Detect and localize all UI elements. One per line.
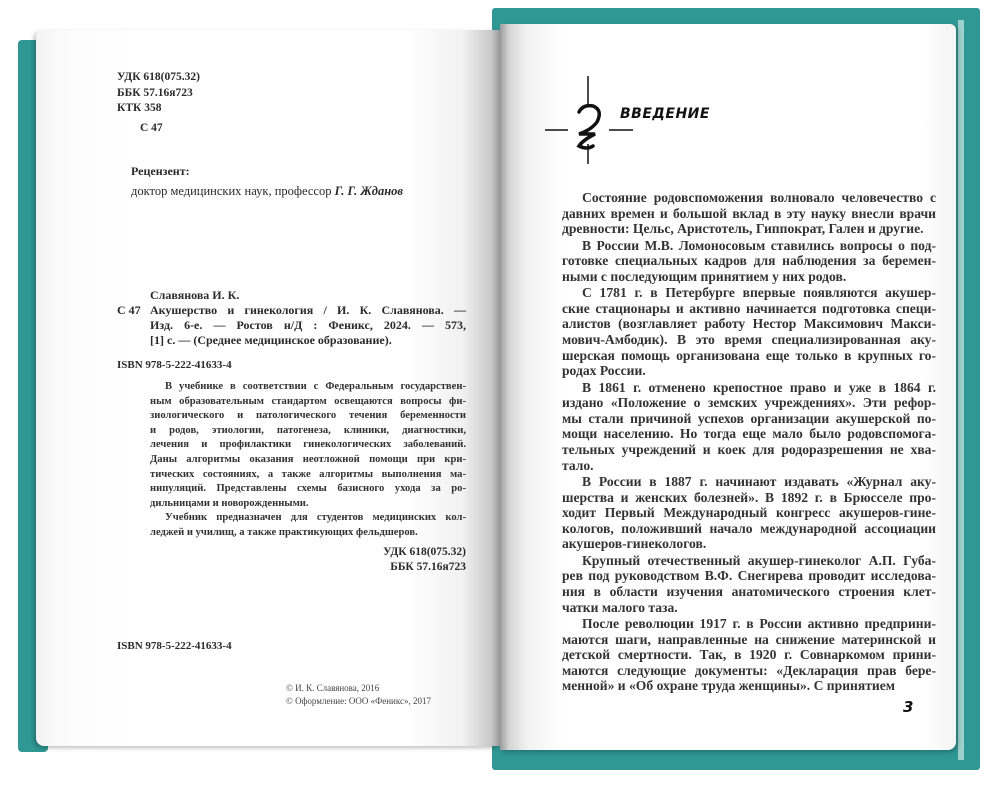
text-line: ным образовательным стандартом освещаются вопросы фи- <box>150 395 466 407</box>
text-line: родах России. <box>562 363 646 379</box>
text-line: В учебнике в соответствии с Федеральным государствен- <box>165 381 466 392</box>
text-line: рев под руководством В.Ф. Снегирева проводит исследова- <box>562 568 936 584</box>
text-line: Акушерство и гинекология / И. К. Славянова. — <box>150 303 466 317</box>
text-line: шерская помощь организована еще только в крупных го- <box>562 347 936 363</box>
bbk-code: ББК 57.16я723 <box>117 87 193 99</box>
reviewer-line <box>131 184 403 198</box>
reviewer-label: Рецензент: <box>131 164 190 178</box>
index-udk: УДК 618(075.32) <box>383 546 466 558</box>
text-line: тало. <box>562 457 594 473</box>
catalog-code: С 47 <box>117 303 141 317</box>
copyright-design: © Оформление: ООО «Феникс», 2017 <box>286 696 431 706</box>
text-line: шерства и женских болезней». В 1892 г. в Брюсселе про- <box>562 489 936 505</box>
udk-code: УДК 618(075.32) <box>117 71 200 83</box>
text-line: древности: Цельс, Аристотель, Гиппократ, Гален и другие. <box>562 221 924 237</box>
text-line: мощи населению. Но тогда еще мало было родовспомога- <box>562 426 936 442</box>
text-line: чатки малого таза. <box>562 599 678 615</box>
text-line: тических состояниях, а также алгоритмы выполнения ма- <box>150 468 466 480</box>
text-line: Даны алгоритмы оказания неотложной помощи при кри- <box>150 454 466 465</box>
text-line: тельных учреждений и коек для родоразрешения не хва- <box>562 442 936 457</box>
text-line: нипуляций. Представлены схемы базисного ухода за ро- <box>150 483 466 495</box>
text-line: готовке специальных кадров для наблюдения за беремен- <box>562 253 936 269</box>
text-line: В России М.В. Ломоносовым ставились вопросы о под- <box>582 237 936 253</box>
text-line: Учебник предназначен для студентов медицинских кол- <box>165 512 466 524</box>
chapter-heading: ВВЕДЕНИЕ <box>620 106 710 122</box>
text-line: дильницами и новорожденными. <box>150 497 309 509</box>
text-line: и родов, этиологии, патогенеза, клиники, диагностики, <box>150 424 466 436</box>
copyright-author: © И. К. Славянова, 2016 <box>286 683 380 693</box>
index-bbk: ББК 57.16я723 <box>390 561 466 573</box>
reviewer-name: Г. Г. Жданов <box>334 184 404 198</box>
text-line: менной» и «Об охране труда женщины». С принятием <box>562 678 896 694</box>
page-number: 3 <box>903 698 914 716</box>
text-line: В России в 1887 г. начинают издавать «Журнал аку- <box>582 474 936 489</box>
text-line: ными с последующим принятием у них родов. <box>562 268 847 284</box>
reviewer-title: доктор медицинских наук, профессор <box>131 184 332 198</box>
text-line: Изд. 6-е. — Ростов н/Д : Феникс, 2024. — 573, <box>150 318 466 332</box>
author-mark: С 47 <box>140 122 163 134</box>
text-line: давних времен и большой вклад в эту науку внесли врачи <box>562 205 936 221</box>
text-line: мович-Амбодик). В это время специализированная аку- <box>562 332 936 347</box>
ktk-code: КТК 358 <box>117 102 162 114</box>
text-line: ходит Первый Международный конгресс акушеров-гине- <box>562 505 936 521</box>
text-line: леджей и училищ, а также практикующих фельдшеров. <box>150 527 418 538</box>
text-line: алистов (возглавляет работу Нестор Максимович Макси- <box>562 316 936 332</box>
text-line: [1] с. — (Среднее медицинское образование). <box>150 333 392 347</box>
text-line: маются шаги, направленные на снижение материнской и <box>562 631 936 647</box>
text-line: издано «Положение о земских учреждениях». Эти рефор- <box>562 395 936 411</box>
isbn-bottom: ISBN 978-5-222-41633-4 <box>117 640 232 652</box>
text-line: С 1781 г. в Петербурге впервые появляются акушер- <box>582 285 936 301</box>
text-line: зиологического и патологического течения беременности <box>150 410 466 422</box>
text-line: Состояние родовспоможения волновало человечество с <box>582 190 936 205</box>
text-line: ния в области изучения анатомического строения клет- <box>562 584 936 599</box>
isbn: ISBN 978-5-222-41633-4 <box>117 359 232 371</box>
text-line: В 1861 г. отменено крепостное право и уже в 1864 г. <box>582 379 936 395</box>
text-line: акушеров-гинекологов. <box>562 536 707 552</box>
catalog-author: Славянова И. К. <box>150 288 240 302</box>
text-line: кологов, положивший начало международной ассоциации <box>562 520 936 536</box>
text-line: лечения и профилактики гинекологических заболеваний. <box>150 439 466 451</box>
text-line: После революции 1917 г. в России активно предприни- <box>582 616 936 631</box>
text-line: маются следующие документы: «Декларация прав бере- <box>562 662 936 678</box>
text-line: детской смертности. Так, в 1920 г. Совнаркомом прини- <box>562 647 936 663</box>
text-line: мы стали причиной успехов организации акушерской по- <box>562 410 936 426</box>
text-line: ские стационары и активно начинается подготовка специ- <box>562 300 936 316</box>
text-line: Крупный отечественный акушер-гинеколог А.П. Губа- <box>582 552 936 568</box>
